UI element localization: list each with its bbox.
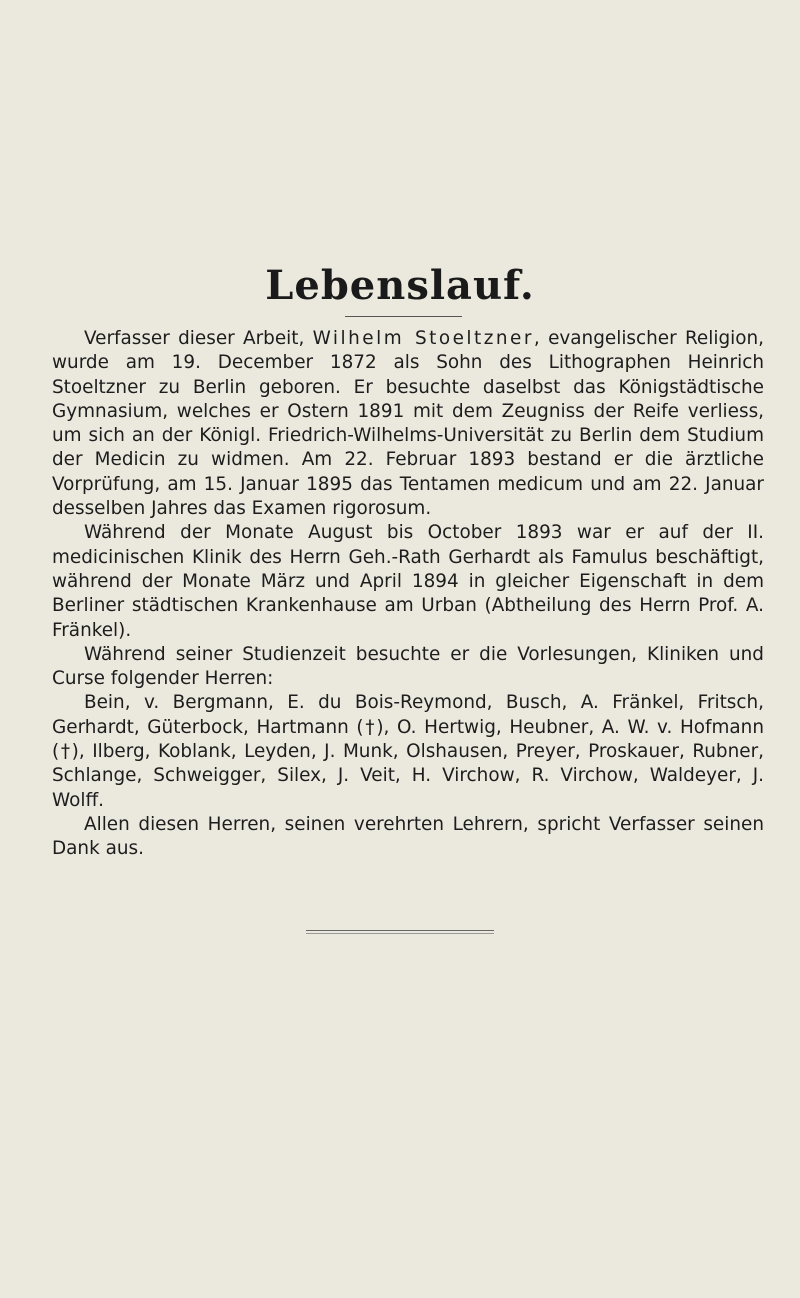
closing-rule-secondary xyxy=(306,933,494,934)
title-rule xyxy=(345,316,462,317)
page-title: Lebenslauf. xyxy=(265,262,535,309)
body-text xyxy=(52,327,764,862)
author-name: Wilhelm Stoeltzner xyxy=(312,328,534,349)
paragraph-1-intro: Verfasser dieser Arbeit, xyxy=(84,328,313,349)
closing-rule xyxy=(306,930,494,931)
paragraph-5: Allen diesen Herren, seinen verehrten Lehrern, spricht Verfasser seinen Dank aus. xyxy=(52,813,764,860)
paragraph-3: Während seiner Studienzeit besuchte er die Vorlesungen, Kliniken und Curse folgender Herren: xyxy=(52,643,764,690)
paragraph-1 xyxy=(52,327,764,521)
paragraph-1-rest: , evangelischer Religion, wurde am 19. December 1872 als Sohn des Lithographen Heinrich Stoeltzner zu Berlin geboren. Er besuchte daselbst das Königstädtische Gymnasium, welches er Ostern 1891 mit dem Zeugniss der Reife verliess, um sich an der Königl. Friedrich-Wilhelms-Universität zu Berlin dem Studium der Medicin zu widmen. Am 22. Februar 1893 bestand er die ärztliche Vorprüfung, am 15. Januar 1895 das Tentamen medicum und am 22. Januar desselben Jahres das Examen rigorosum. xyxy=(52,328,764,520)
paragraph-2: Während der Monate August bis October 1893 war er auf der II. medicinischen Klinik des Herrn Geh.-Rath Gerhardt als Famulus beschäftigt, während der Monate März und April 1894 in gleicher Eigenschaft in dem Berliner städtischen Krankenhause am Urban (Abtheilung des Herrn Prof. A. Fränkel). xyxy=(52,522,764,641)
paragraph-4: Bein, v. Bergmann, E. du Bois-Reymond, Busch, A. Fränkel, Fritsch, Gerhardt, Güterbock, Hartmann (†), O. Hertwig, Heubner, A. W. v. Hofmann (†), Ilberg, Koblank, Leyden, J. Munk, Olshausen, Preyer, Proskauer, Rubner, Schlange, Schweigger, Silex, J. Veit, H. Virchow, R. Virchow, Waldeyer, J. Wolff. xyxy=(52,692,764,811)
